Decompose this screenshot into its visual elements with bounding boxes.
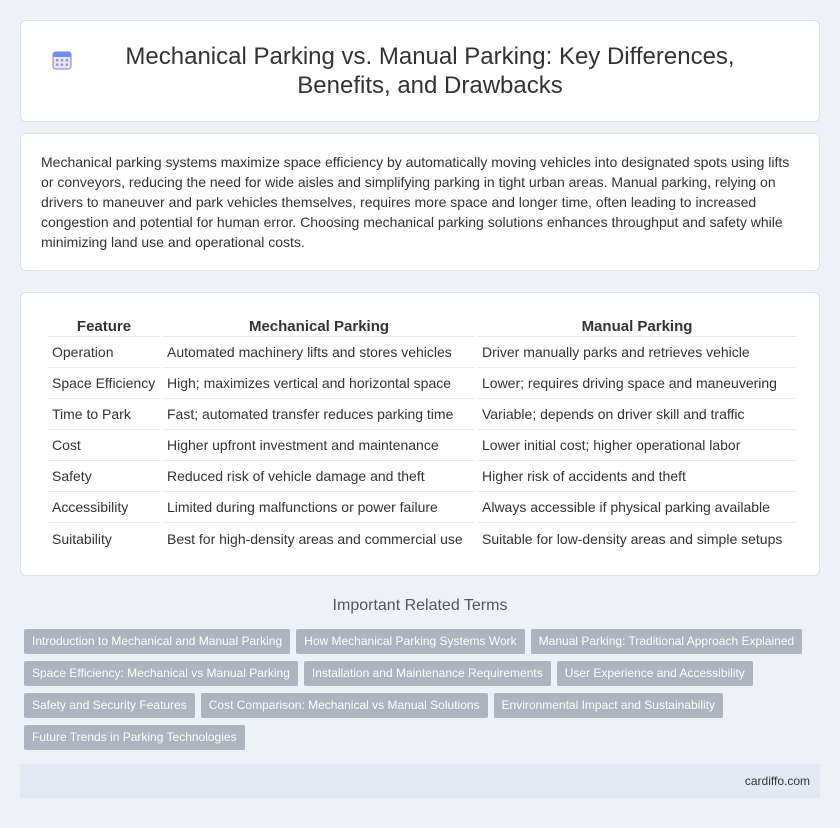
table-row [48, 337, 796, 368]
related-terms-title: Important Related Terms [332, 597, 508, 614]
related-term-tag[interactable]: Installation and Maintenance Requirements [304, 661, 551, 686]
cell-mechanical: Higher upfront investment and maintenance [163, 430, 475, 461]
table-header-row [48, 315, 796, 337]
related-term-tag[interactable]: Manual Parking: Traditional Approach Explained [531, 629, 803, 654]
related-term-tag[interactable]: Introduction to Mechanical and Manual Parking [24, 629, 290, 654]
cell-feature: Cost [48, 430, 160, 461]
cell-manual: Always accessible if physical parking available [478, 492, 796, 523]
cell-feature: Time to Park [48, 399, 160, 430]
cell-feature: Suitability [52, 530, 112, 547]
cell-mechanical: High; maximizes vertical and horizontal space [163, 368, 475, 399]
cell-manual: Suitable for low-density areas and simple setups [482, 530, 783, 547]
intro-paragraph: Mechanical parking systems maximize space efficiency by automatically moving vehicles into designated spots using lifts or conveyors, reducing the need for wide aisles and simplifying parking in tight urban areas. Manual parking, relying on drivers to maneuver and park vehicles themselves, requires more space and longer time, often leading to increased congestion and potential for human error. Choosing mechanical parking solutions enhances throughput and safety while minimizing land use and operational costs. [41, 154, 790, 250]
related-terms-list [24, 629, 824, 757]
cell-mechanical: Best for high-density areas and commercial use [167, 530, 463, 547]
table-row [48, 523, 796, 554]
cell-manual: Driver manually parks and retrieves vehicle [478, 337, 796, 368]
intro-card [20, 133, 820, 271]
cell-feature: Safety [48, 461, 160, 492]
comparison-table-card [20, 292, 820, 576]
comparison-table [45, 315, 799, 554]
header-feature: Feature [48, 315, 160, 337]
cell-mechanical: Limited during malfunctions or power failure [163, 492, 475, 523]
table-row [48, 461, 796, 492]
cell-manual: Lower; requires driving space and maneuvering [478, 368, 796, 399]
table-row [48, 430, 796, 461]
table-body [48, 337, 796, 554]
related-term-tag[interactable]: How Mechanical Parking Systems Work [296, 629, 525, 654]
footer-brand[interactable]: cardiffo.com [744, 774, 810, 788]
header-manual: Manual Parking [478, 315, 796, 337]
related-term-tag[interactable]: Space Efficiency: Mechanical vs Manual Parking [24, 661, 298, 686]
cell-feature: Accessibility [48, 492, 160, 523]
cell-mechanical: Reduced risk of vehicle damage and theft [163, 461, 475, 492]
title-card [20, 20, 820, 122]
related-term-tag[interactable]: Cost Comparison: Mechanical vs Manual Solutions [201, 693, 488, 718]
table-row [48, 492, 796, 523]
related-term-tag[interactable]: Safety and Security Features [24, 693, 195, 718]
cell-manual: Lower initial cost; higher operational labor [478, 430, 796, 461]
header-mechanical: Mechanical Parking [163, 315, 475, 337]
cell-mechanical: Fast; automated transfer reduces parking time [163, 399, 475, 430]
related-term-tag[interactable]: Future Trends in Parking Technologies [24, 725, 245, 750]
table-row [48, 399, 796, 430]
table-row [48, 368, 796, 399]
cell-mechanical: Automated machinery lifts and stores vehicles [163, 337, 475, 368]
related-term-tag[interactable]: Environmental Impact and Sustainability [494, 693, 723, 718]
cell-manual: Higher risk of accidents and theft [478, 461, 796, 492]
cell-feature: Operation [48, 337, 160, 368]
page-title: Mechanical Parking vs. Manual Parking: Key Differences, Benefits, and Drawbacks [125, 43, 735, 99]
related-term-tag[interactable]: User Experience and Accessibility [557, 661, 753, 686]
cell-feature: Space Efficiency [48, 368, 160, 399]
footer [20, 764, 820, 798]
cell-manual: Variable; depends on driver skill and traffic [478, 399, 796, 430]
